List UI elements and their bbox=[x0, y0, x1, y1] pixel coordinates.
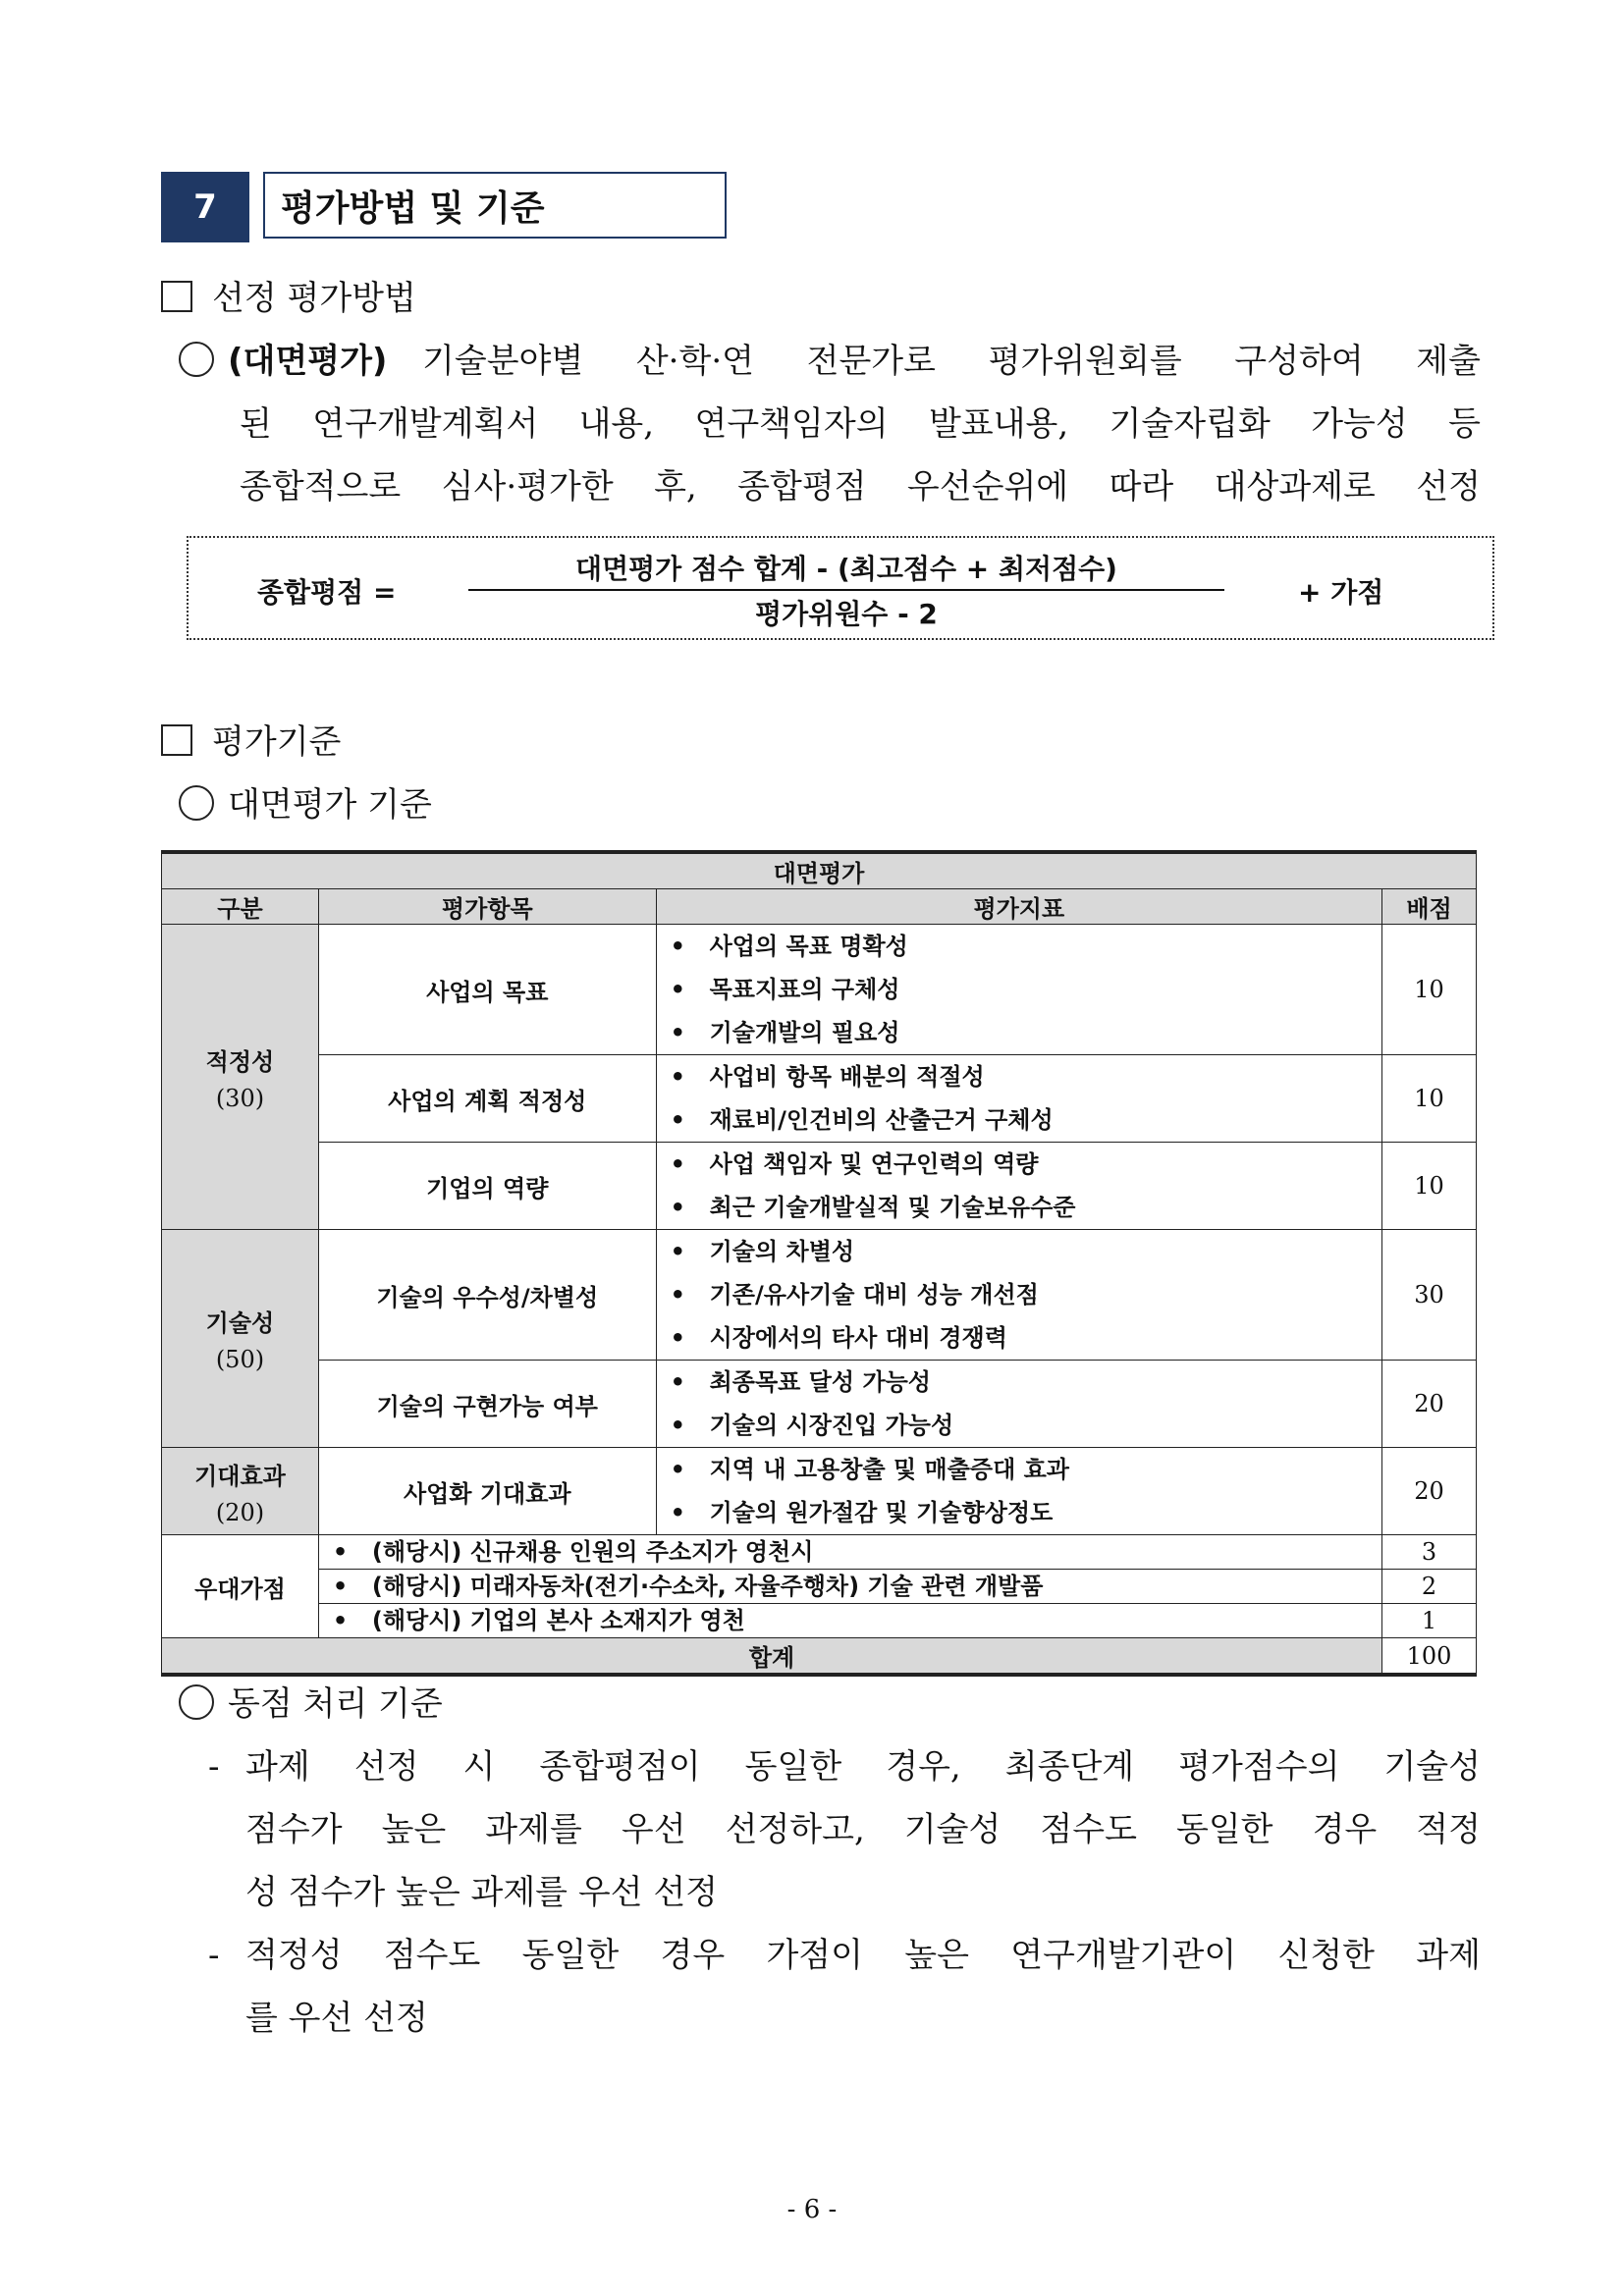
table-row bbox=[162, 1230, 1477, 1361]
total-score: 100 bbox=[1382, 1638, 1477, 1676]
indicator: • 기술의 차별성 bbox=[671, 1230, 1376, 1273]
group-name: 기술성 bbox=[205, 1309, 275, 1337]
square-bullet-icon bbox=[161, 281, 192, 312]
eval-item: 기업의 역량 bbox=[318, 1143, 656, 1230]
criteria-subheading-line bbox=[179, 783, 432, 827]
circle-bullet-icon bbox=[179, 785, 214, 821]
col-header-score: 배점 bbox=[1382, 889, 1477, 925]
group-points: (50) bbox=[215, 1346, 265, 1373]
total-row bbox=[162, 1638, 1477, 1676]
tie-heading: 동점 처리 기준 bbox=[228, 1684, 443, 1724]
formula-right: + 가점 bbox=[1298, 576, 1384, 609]
tie-p1-line1: 과제 선정 시 종합평점이 동일한 경우, 최종단계 평가점수의 기술성 bbox=[245, 1747, 1481, 1787]
indicator: • 기술의 시장진입 가능성 bbox=[671, 1404, 1376, 1447]
group-points: (30) bbox=[215, 1084, 265, 1112]
formula-box bbox=[187, 536, 1494, 640]
criteria-heading: 평가기준 bbox=[212, 722, 342, 762]
group-label bbox=[162, 925, 319, 1230]
table-row bbox=[162, 925, 1477, 1055]
table-row bbox=[162, 1361, 1477, 1448]
table-row bbox=[162, 1448, 1477, 1535]
method-bullet-text1: 기술분야별 산·학·연 전문가로 평가위원회를 구성하여 제출 bbox=[422, 342, 1481, 381]
indicator: • 지역 내 고용창출 및 매출증대 효과 bbox=[671, 1448, 1376, 1491]
method-heading-line bbox=[161, 277, 416, 320]
score-cell: 10 bbox=[1382, 925, 1477, 1055]
method-bullet-line1 bbox=[179, 340, 1481, 383]
bonus-item: • (해당시) 미래자동차(전기·수소차, 자율주행차) 기술 관련 개발품 bbox=[333, 1571, 1376, 1603]
eval-item: 사업의 계획 적정성 bbox=[318, 1055, 656, 1143]
col-header-category: 구분 bbox=[162, 889, 319, 925]
method-heading: 선정 평가방법 bbox=[212, 279, 416, 318]
method-bullet-label: (대면평가) bbox=[228, 342, 388, 381]
indicator-list bbox=[656, 1143, 1381, 1230]
indicator: • 사업비 항목 배분의 적절성 bbox=[671, 1055, 1376, 1098]
dash-marker: - bbox=[208, 1936, 220, 1975]
method-bullet-text3: 종합적으로 심사·평가한 후, 종합평점 우선순위에 따라 대상과제로 선정 bbox=[240, 467, 1481, 507]
indicator: • 사업 책임자 및 연구인력의 역량 bbox=[671, 1143, 1376, 1186]
tie-p1-line2: 점수가 높은 과제를 우선 선정하고, 기술성 점수도 동일한 경우 적정 bbox=[245, 1810, 1481, 1849]
bonus-row bbox=[162, 1604, 1477, 1638]
bonus-row bbox=[162, 1570, 1477, 1604]
group-points: (20) bbox=[215, 1498, 265, 1526]
score-cell: 30 bbox=[1382, 1230, 1477, 1361]
indicator-list bbox=[656, 925, 1381, 1055]
col-header-indicator: 평가지표 bbox=[656, 889, 1381, 925]
table-title-row bbox=[162, 852, 1477, 889]
bonus-label: 우대가점 bbox=[162, 1535, 319, 1638]
indicator: • 기술의 원가절감 및 기술향상정도 bbox=[671, 1491, 1376, 1534]
bonus-text bbox=[318, 1535, 1381, 1570]
score-cell: 3 bbox=[1382, 1535, 1477, 1570]
score-cell: 1 bbox=[1382, 1604, 1477, 1638]
criteria-subheading: 대면평가 기준 bbox=[228, 785, 432, 825]
formula-numerator: 대면평가 점수 합계 - (최고점수 + 최저점수) bbox=[575, 553, 1117, 585]
indicator-list bbox=[656, 1230, 1381, 1361]
indicator-list bbox=[656, 1448, 1381, 1535]
method-bullet-text2: 된 연구개발계획서 내용, 연구책임자의 발표내용, 기술자립화 가능성 등 bbox=[240, 404, 1481, 444]
score-cell: 2 bbox=[1382, 1570, 1477, 1604]
eval-item: 사업화 기대효과 bbox=[318, 1448, 656, 1535]
circle-bullet-icon bbox=[179, 342, 214, 377]
indicator: • 기술개발의 필요성 bbox=[671, 1011, 1376, 1054]
page-number: - 6 - bbox=[786, 2195, 838, 2224]
section-title: 평가방법 및 기준 bbox=[263, 172, 727, 239]
bonus-row bbox=[162, 1535, 1477, 1570]
table-row bbox=[162, 1055, 1477, 1143]
square-bullet-icon bbox=[161, 724, 192, 756]
group-label bbox=[162, 1448, 319, 1535]
eval-item: 사업의 목표 bbox=[318, 925, 656, 1055]
dash-marker: - bbox=[208, 1747, 220, 1787]
score-cell: 10 bbox=[1382, 1143, 1477, 1230]
table-row bbox=[162, 1143, 1477, 1230]
indicator: • 재료비/인건비의 산출근거 구체성 bbox=[671, 1098, 1376, 1142]
section-number: 7 bbox=[161, 172, 249, 242]
indicator: • 목표지표의 구체성 bbox=[671, 968, 1376, 1011]
bonus-item: • (해당시) 기업의 본사 소재지가 영천 bbox=[333, 1605, 1376, 1637]
tie-heading-line bbox=[179, 1682, 443, 1726]
col-header-item: 평가항목 bbox=[318, 889, 656, 925]
evaluation-table bbox=[161, 850, 1477, 1677]
tie-p2-line1: 적정성 점수도 동일한 경우 가점이 높은 연구개발기관이 신청한 과제 bbox=[245, 1936, 1481, 1975]
bonus-text bbox=[318, 1604, 1381, 1638]
formula-left: 종합평점 = bbox=[257, 576, 397, 609]
circle-bullet-icon bbox=[179, 1684, 214, 1720]
fraction-bar bbox=[468, 589, 1224, 591]
formula-denominator: 평가위원수 - 2 bbox=[755, 598, 938, 630]
tie-p1-line3: 성 점수가 높은 과제를 우선 선정 bbox=[245, 1873, 719, 1912]
indicator: • 사업의 목표 명확성 bbox=[671, 925, 1376, 968]
eval-item: 기술의 구현가능 여부 bbox=[318, 1361, 656, 1448]
group-label bbox=[162, 1230, 319, 1448]
group-name: 기대효과 bbox=[194, 1462, 286, 1490]
indicator-list bbox=[656, 1055, 1381, 1143]
indicator: • 시장에서의 타사 대비 경쟁력 bbox=[671, 1316, 1376, 1360]
indicator: • 최근 기술개발실적 및 기술보유수준 bbox=[671, 1186, 1376, 1229]
bonus-item: • (해당시) 신규채용 인원의 주소지가 영천시 bbox=[333, 1536, 1376, 1569]
score-cell: 20 bbox=[1382, 1361, 1477, 1448]
score-cell: 20 bbox=[1382, 1448, 1477, 1535]
indicator-list bbox=[656, 1361, 1381, 1448]
total-label: 합계 bbox=[162, 1638, 1382, 1676]
bonus-text bbox=[318, 1570, 1381, 1604]
table-header-row bbox=[162, 889, 1477, 925]
criteria-heading-line bbox=[161, 721, 341, 764]
indicator: • 기존/유사기술 대비 성능 개선점 bbox=[671, 1273, 1376, 1316]
score-cell: 10 bbox=[1382, 1055, 1477, 1143]
eval-item: 기술의 우수성/차별성 bbox=[318, 1230, 656, 1361]
table-title: 대면평가 bbox=[162, 852, 1477, 889]
group-name: 적정성 bbox=[205, 1047, 275, 1076]
indicator: • 최종목표 달성 가능성 bbox=[671, 1361, 1376, 1404]
tie-p2-line2: 를 우선 선정 bbox=[245, 1999, 428, 2038]
